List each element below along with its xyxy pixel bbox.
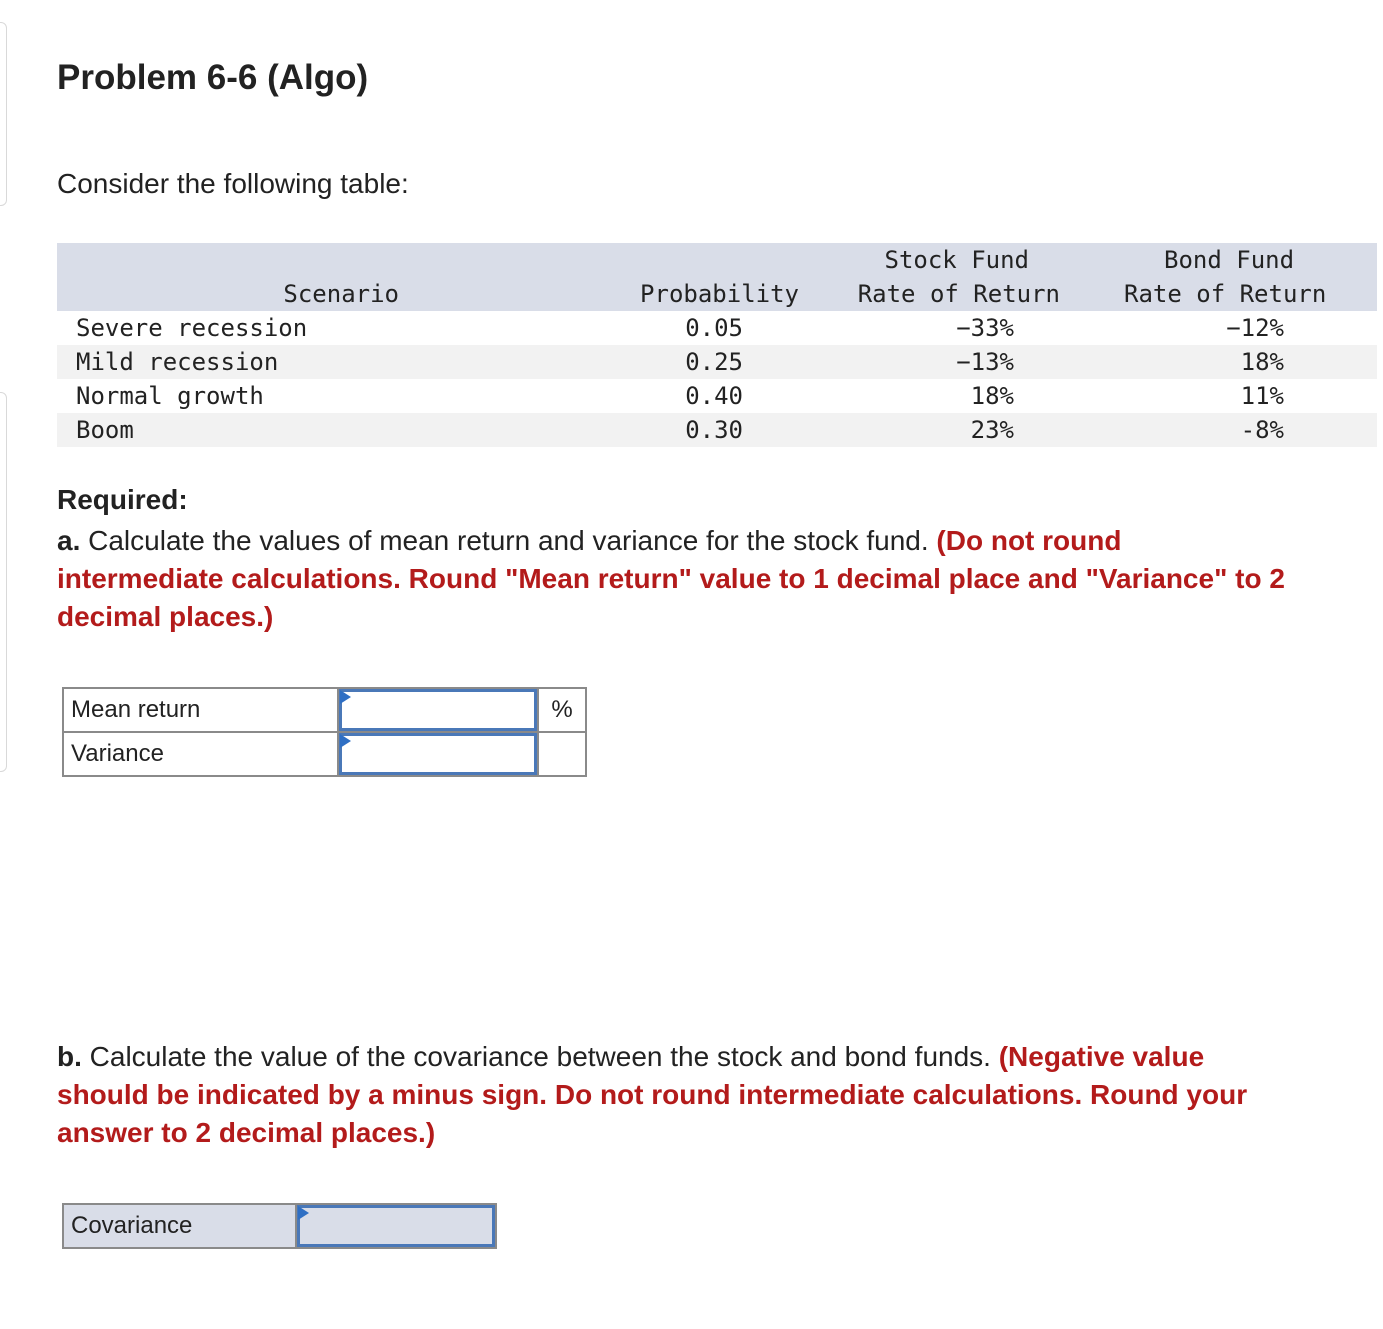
- variance-label: Variance: [63, 732, 338, 776]
- left-panel-edge-middle: [0, 392, 7, 772]
- bond-return-cell: 18%: [1240, 348, 1284, 376]
- part-a-label: a.: [57, 525, 81, 556]
- table-row: [57, 311, 1377, 345]
- part-a-instructions: [57, 522, 1287, 636]
- intro-text: Consider the following table:: [57, 168, 409, 199]
- scenario-cell: Severe recession: [76, 314, 308, 342]
- part-a-answer-table: [62, 687, 587, 777]
- variance-input-cell: [338, 732, 538, 776]
- part-a-text: Calculate the values of mean return and variance for the stock fund.: [80, 525, 937, 556]
- scenario-cell: Normal growth: [76, 382, 264, 410]
- probability-cell: 0.25: [685, 348, 743, 376]
- problem-title: Problem 6-6 (Algo): [57, 58, 369, 97]
- part-b-answer-table: [62, 1203, 497, 1249]
- covariance-input[interactable]: [297, 1205, 495, 1247]
- header-bond-line1: Bond Fund: [1164, 246, 1295, 274]
- bond-return-cell: 11%: [1240, 382, 1284, 410]
- required-heading: Required:: [57, 484, 188, 515]
- scenario-table: [57, 243, 1377, 447]
- answer-row-mean-return: [63, 688, 586, 732]
- covariance-input-cell: [296, 1204, 496, 1248]
- probability-cell: 0.30: [685, 416, 743, 444]
- answer-row-variance: [63, 732, 586, 776]
- mean-return-label: Mean return: [63, 688, 338, 732]
- mean-return-input[interactable]: [339, 689, 537, 731]
- header-scenario: Scenario: [283, 280, 399, 308]
- header-stock-line2: Rate of Return: [857, 280, 1060, 308]
- probability-cell: 0.05: [685, 314, 743, 342]
- header-probability: Probability: [640, 280, 799, 308]
- left-panel-edge-top: [0, 22, 7, 206]
- stock-return-cell: 23%: [970, 416, 1014, 444]
- variance-unit: [538, 732, 586, 776]
- scenario-cell: Mild recession: [76, 348, 279, 376]
- part-b-text: Calculate the value of the covariance between the stock and bond funds.: [81, 1041, 999, 1072]
- table-row: [57, 345, 1377, 379]
- input-marker-icon: [298, 1206, 309, 1220]
- answer-row-covariance: [63, 1204, 496, 1248]
- part-a-note: (Do not round intermediate calculations. Round "Mean return" value to 1 decimal place and "Variance" to 2 decimal places.): [57, 525, 1285, 632]
- part-b-note: (Negative value should be indicated by a minus sign. Do not round intermediate calculations. Round your answer to 2 decimal places.): [57, 1041, 1248, 1148]
- stock-return-cell: 18%: [970, 382, 1014, 410]
- input-marker-icon: [340, 734, 351, 748]
- probability-cell: 0.40: [685, 382, 743, 410]
- mean-return-input-cell: [338, 688, 538, 732]
- table-row: [57, 379, 1377, 413]
- bond-return-cell: -8%: [1240, 416, 1284, 444]
- part-b-instructions: [57, 1038, 1287, 1152]
- stock-return-cell: −13%: [956, 348, 1014, 376]
- table-row: [57, 413, 1377, 447]
- scenario-cell: Boom: [76, 416, 134, 444]
- header-stock-line1: Stock Fund: [884, 246, 1029, 274]
- percent-unit: %: [538, 688, 586, 732]
- variance-input[interactable]: [339, 733, 537, 775]
- covariance-label: Covariance: [63, 1204, 296, 1248]
- input-marker-icon: [340, 690, 351, 704]
- table-header-row-1: [57, 243, 1377, 277]
- stock-return-cell: −33%: [956, 314, 1014, 342]
- header-scenario-blank: [57, 243, 399, 277]
- part-b-label: b.: [57, 1041, 82, 1072]
- bond-return-cell: −12%: [1226, 314, 1284, 342]
- header-probability-blank: [399, 243, 799, 277]
- header-bond-line2: Rate of Return: [1124, 280, 1327, 308]
- table-header-row-2: [57, 277, 1377, 311]
- scenario-table-container: [57, 243, 1327, 447]
